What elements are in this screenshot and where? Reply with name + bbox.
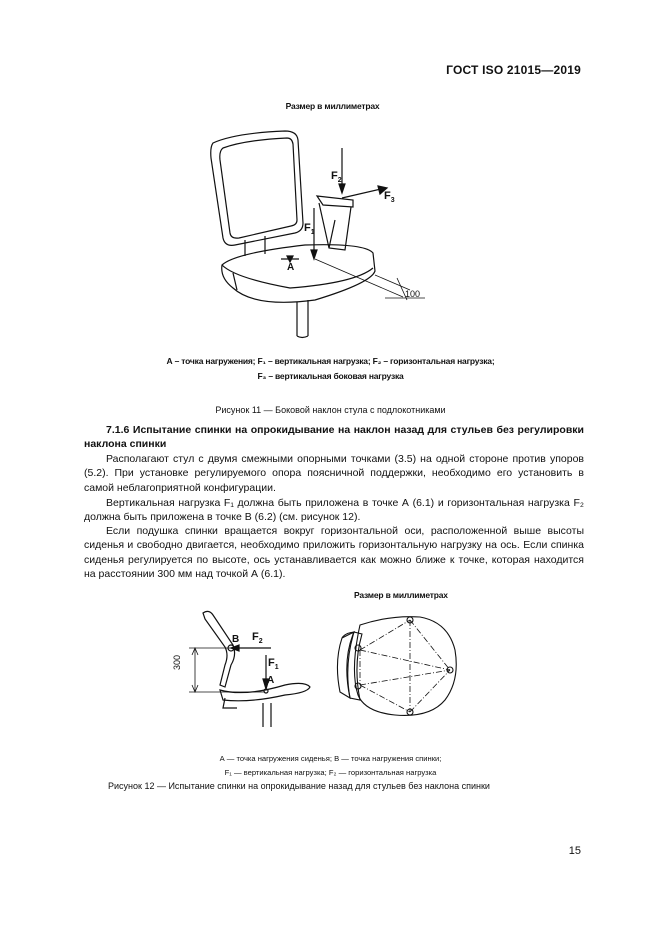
fig12-label-a: A	[267, 675, 275, 686]
fig12-caption: Рисунок 12 — Испытание спинки на опрокидывание назад для стульев без наклона спинки	[108, 781, 490, 791]
fig12-legend-line1: А — точка нагружения сиденья; В — точка нагружения спинки;	[219, 754, 442, 763]
fig11-label-f2: $F_2$	[331, 170, 342, 185]
fig11-dimension-100: 100	[405, 289, 421, 299]
fig12-label-f2: $F_2$	[252, 631, 263, 646]
fig11-label-a: A	[287, 262, 295, 273]
page-number: 15	[568, 845, 581, 857]
fig11-label-f1: $F_1$	[304, 222, 315, 237]
standard-header: ГОСТ ISO 21015—2019	[446, 63, 581, 77]
fig12-legend	[0, 752, 661, 780]
fig11-chair-drawing	[195, 128, 435, 343]
fig12-top-view	[320, 600, 470, 730]
fig11-units-note: Размер в миллиметрах	[285, 101, 380, 111]
paragraph-2: Вертикальная нагрузка F₁ должна быть приложена в точке А (6.1) и горизонтальная нагрузка F₂ должна быть приложена в точке В (6.2) (см. рисунок 12).	[84, 497, 584, 524]
paragraph-1: Располагают стул с двумя смежными опорными точками (3.5) на одной стороне против упоров (5.2). При установке регулируемого опора поясничной поддержки, необходимо его установить в самой неблагоприятной конфигурации.	[84, 453, 584, 494]
fig11-caption: Рисунок 11 — Боковой наклон стула с подлокотниками	[215, 405, 446, 415]
fig12-dimension-300: 300	[172, 654, 182, 670]
section-heading: 7.1.6 Испытание спинки на опрокидывание на наклон назад для стульев без регулировки наклона спинки	[84, 424, 584, 451]
fig12-legend-line2: F₁ — вертикальная нагрузка; F₂ — горизонтальная нагрузка	[224, 768, 437, 777]
fig12-label-f1: $F_1$	[268, 657, 279, 672]
fig11-legend-line2: F₃ – вертикальная боковая нагрузка	[257, 371, 404, 381]
fig12-label-b: B	[232, 634, 240, 645]
fig11-legend	[0, 354, 661, 384]
fig11-legend-line1: А – точка нагружения; F₁ – вертикальная нагрузка; F₂ – горизонтальная нагрузка;	[166, 356, 495, 366]
fig12-side-view	[175, 605, 320, 735]
fig11-label-f3: $F_3$	[384, 190, 395, 205]
paragraph-3: Если подушка спинки вращается вокруг горизонтальной оси, расположенной выше высоты сиденья и свободно двигается, необходимо приложить горизонтальную нагрузку на ось. Если спинка сиденья регулируется по высоте, ось устанавливается как можно ближе к точке, которая находится на расстоянии 300 мм над точкой А (6.1).	[84, 525, 584, 581]
fig12-units-note: Размер в миллиметрах	[354, 590, 448, 600]
